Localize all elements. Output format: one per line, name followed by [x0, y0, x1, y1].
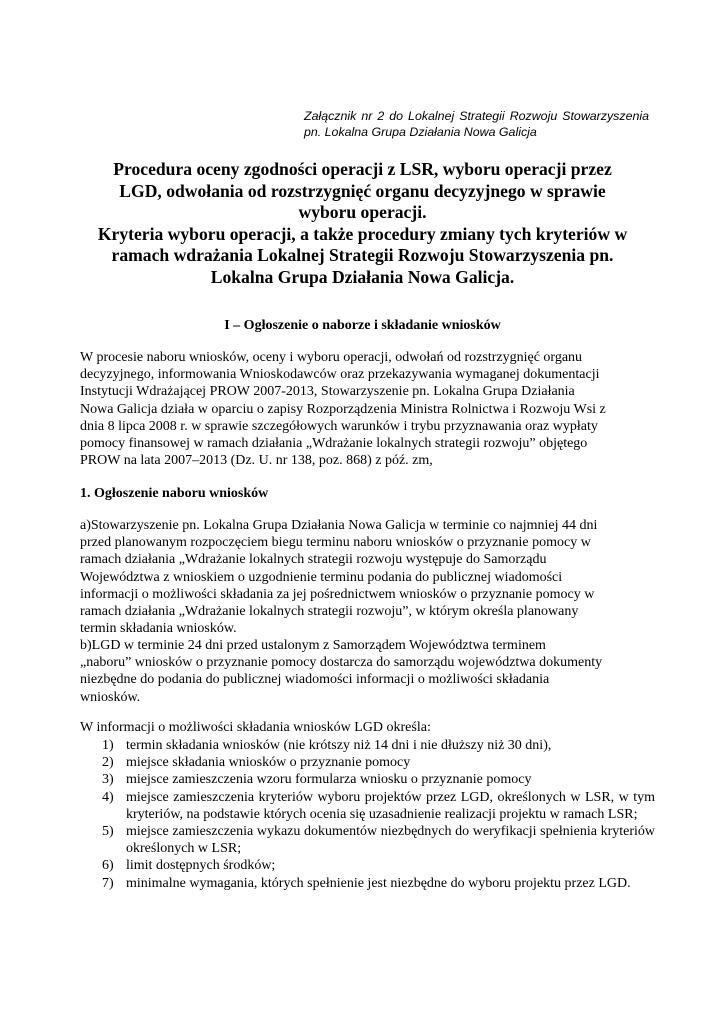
list-item-number: 4)	[102, 789, 114, 805]
paragraph-line: decyzyjnego, informowania Wnioskodawców oraz przekazywania wymaganej dokumentacji	[80, 367, 600, 383]
list-item-number: 6)	[102, 858, 114, 874]
title-line: Kryteria wyboru operacji, a także procedury zmiany tych kryteriów w	[97, 223, 628, 244]
list-item-number: 5)	[102, 824, 114, 840]
list-item-text: miejsce zamieszczenia kryteriów wyboru projektów przez LGD, określonych w LSR, w tym kryteriów, na podstawie których ocenia się uzasadnienie realizacji projektu w ramach LSR;	[126, 789, 655, 822]
list-item-text: limit dostępnych środków;	[126, 858, 276, 874]
title-line: Procedura oceny zgodności operacji z LSR, wyboru operacji przez	[113, 159, 612, 179]
paragraph-line: „naboru” wniosków o przyznanie pomocy dostarcza do samorządu województwa dokumenty	[80, 655, 603, 671]
paragraph-line: pomocy finansowej w ramach działania „Wdrażanie lokalnych strategii rozwoju” objętego	[80, 436, 588, 452]
list-item-text: miejsce zamieszczenia wzoru formularza wniosku o przyznanie pomocy	[126, 772, 532, 788]
paragraph-line: termin składania wniosków.	[80, 621, 237, 637]
list-item-text: minimalne wymagania, których spełnienie jest niezbędne do wyboru projektu przez LGD.	[126, 875, 631, 891]
intro-paragraph	[80, 349, 655, 469]
paragraph-line: b)LGD w terminie 24 dni przed ustalonym z Samorządem Województwa terminem	[80, 638, 546, 653]
paragraph-b	[80, 637, 655, 706]
paragraph-line: informacji o możliwości składania za jej pośrednictwem wniosków o przyznanie pomocy w	[80, 586, 595, 602]
list-item-number: 7)	[102, 875, 114, 891]
list-item-number: 3)	[102, 772, 114, 788]
paragraph-line: a)Stowarzyszenie pn. Lokalna Grupa Działania Nowa Galicja w terminie co najmniej 44 dni	[80, 518, 598, 533]
paragraph-line: wniosków.	[80, 689, 141, 705]
list-item-text: miejsce składania wniosków o przyznanie pomocy	[126, 755, 411, 771]
title-line: Lokalna Grupa Działania Nowa Galicja.	[210, 266, 515, 287]
title-line: ramach wdrażania Lokalnej Strategii Rozwoju Stowarzyszenia pn.	[111, 245, 614, 265]
paragraph-line: przed planowanym rozpoczęciem biegu terminu naboru wniosków o przyznanie pomocy w	[80, 535, 591, 551]
list-item	[80, 771, 655, 788]
list-item	[80, 857, 655, 874]
annex-note	[304, 108, 649, 140]
list-item	[80, 875, 655, 892]
list-item	[80, 737, 655, 754]
paragraph-line: Instytucji Wdrażającej PROW 2007-2013, Stowarzyszenie pn. Lokalna Grupa Działania	[80, 384, 575, 400]
paragraph-line: Nowa Galicja działa w oparciu o zapisy Rozporządzenia Ministra Rolnictwa i Rozwoju Wsi z	[80, 401, 606, 417]
list-item	[80, 754, 655, 771]
annex-line: Załącznik nr 2 do Lokalnej Strategii Rozwoju Stowarzyszenia	[304, 109, 649, 123]
title-line: LGD, odwołania od rozstrzygnięć organu decyzyjnego w sprawie	[119, 180, 606, 201]
paragraph-line: W informacji o możliwości składania wniosków LGD określa:	[80, 720, 431, 735]
list-item-text: termin składania wniosków (nie krótszy niż 14 dni i nie dłuższy niż 30 dni),	[126, 738, 552, 753]
list-item-text: miejsce zamieszczenia wykazu dokumentów niezbędnych do weryfikacji spełnienia kryteriów określonych w LSR;	[126, 824, 655, 857]
title-line: wyboru operacji.	[298, 202, 427, 222]
list-intro	[80, 719, 655, 736]
requirements-list	[80, 737, 655, 892]
paragraph-line: PROW na lata 2007–2013 (Dz. U. nr 138, poz. 868) z póź. zm,	[80, 453, 433, 469]
list-item	[80, 789, 655, 823]
list-item-number: 2)	[102, 755, 114, 771]
annex-line: pn. Lokalna Grupa Działania Nowa Galicja	[304, 125, 537, 139]
document-title	[80, 159, 645, 288]
paragraph-line: W procesie naboru wniosków, oceny i wyboru operacji, odwołań od rozstrzygnięć organu	[80, 350, 583, 365]
paragraph-line: Województwa z wnioskiem o uzgodnienie terminu podania do publicznej wiadomości	[80, 569, 563, 585]
paragraph-line: ramach działania „Wdrażanie lokalnych strategii rozwoju”, w którym określa planowany	[80, 604, 579, 620]
paragraph-line: dnia 8 lipca 2008 r. w sprawie szczegółowych warunków i trybu przyznawania oraz wypłaty	[80, 418, 598, 434]
list-item-number: 1)	[102, 738, 114, 753]
paragraph-line: ramach działania „Wdrażanie lokalnych strategii rozwoju występuje do Samorządu	[80, 552, 547, 568]
paragraph-a	[80, 517, 655, 637]
section-heading: I – Ogłoszenie o naborze i składanie wniosków	[224, 318, 501, 333]
paragraph-line: niezbędne do podania do publicznej wiadomości informacji o możliwości składania	[80, 672, 550, 688]
list-item	[80, 823, 655, 857]
subsection-heading: 1. Ogłoszenie naboru wniosków	[80, 486, 269, 501]
